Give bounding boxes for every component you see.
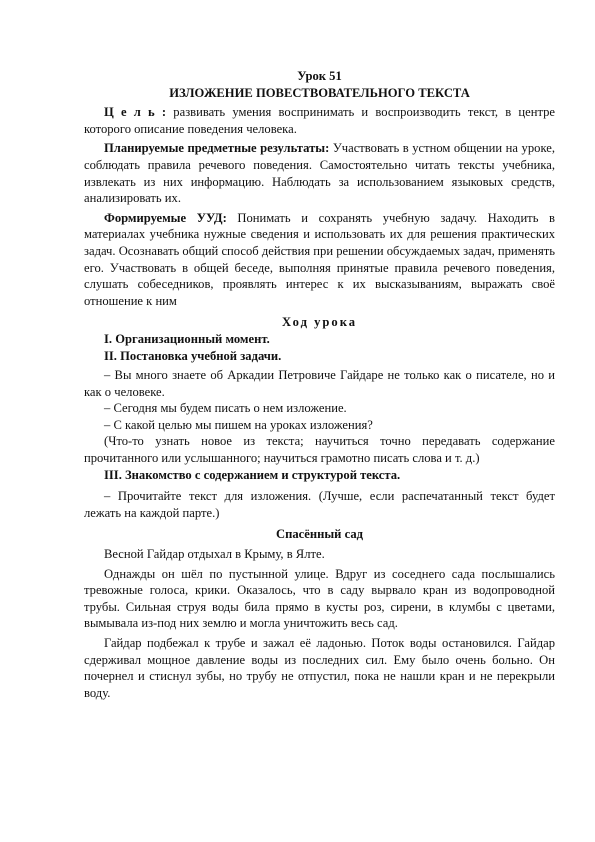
story-title: Спасённый сад [276, 527, 363, 542]
uud-paragraph [84, 210, 555, 310]
dialogue-line: – Вы много знаете об Аркадии Петровиче Гайдаре не только как о писателе, но и как о человеке. [84, 368, 555, 399]
planned-results-label: Планируемые предметные результаты: [104, 141, 330, 156]
instruction-paragraph: – Прочитайте текст для изложения. (Лучше, если распечатанный текст будет лежать на каждой парте.) [84, 489, 555, 520]
planned-results-paragraph [84, 140, 555, 206]
lesson-number: Урок 51 [297, 69, 342, 83]
document-page [84, 68, 555, 701]
section-2-heading: II. Постановка учебной задачи. [104, 348, 282, 363]
section-3-heading: III. Знакомство с содержанием и структурой текста. [104, 467, 401, 482]
story-paragraph: Гайдар подбежал к трубе и зажал её ладонью. Поток воды остановился. Гайдар сдерживал мощное давление воды из последних сил. Ему было очень больно. Он почернел и стиснул зубы, но трубу не отпустил, пока не нашли кран и не перекрыли воду. [84, 636, 555, 700]
uud-text: Понимать и сохранять учебную задачу. Находить в материалах учебника нужные сведения и использовать их для решения практических задач. Осознавать общий способ действия при решении обсуждаемых задач, применять его. Участвовать в общей беседе, выполняя принятые правила речевого поведения, слушать собеседников, проявлять интерес к их высказываниям, выражать своё отношение к ним [84, 210, 555, 308]
planned-results-text: Участвовать в устном общении на уроке, соблюдать правила речевого поведения. Самостоятельно читать тексты учебника, извлекать из них информацию. Наблюдать за использованием языковых средств, анализировать их. [84, 141, 555, 206]
uud-label: Формируемые УУД: [104, 210, 227, 225]
story-paragraph: Весной Гайдар отдыхал в Крыму, в Ялте. [104, 547, 325, 562]
goal-paragraph [84, 104, 555, 137]
goal-text: развивать умения воспринимать и воспроизводить текст, в центре которого описание поведения человека. [84, 105, 555, 136]
dialogue-line: – Сегодня мы будем писать о нем изложение. [104, 401, 347, 416]
dialogue-answer: (Что-то узнать новое из текста; научиться точно передавать содержание прочитанного или услышанного; научиться грамотно писать слова и т. д.) [84, 434, 555, 466]
course-heading: Ход урока [281, 315, 358, 330]
lesson-title: ИЗЛОЖЕНИЕ ПОВЕСТВОВАТЕЛЬНОГО ТЕКСТА [169, 85, 470, 100]
goal-label: Ц е л ь : [104, 105, 167, 120]
section-1-heading: I. Организационный момент. [104, 331, 270, 346]
story-paragraph: Однажды он шёл по пустынной улице. Вдруг из соседнего сада послышались тревожные голоса, крики. Оказалось, что в саду вырвало кран из водопроводной трубы. Сильная струя воды била прямо в кусты роз, сирени, в клумбы с цветами, вымывала из-под них землю и могла уничтожить весь сад. [84, 566, 555, 631]
dialogue-line: – С какой целью мы пишем на уроках изложения? [104, 417, 373, 432]
